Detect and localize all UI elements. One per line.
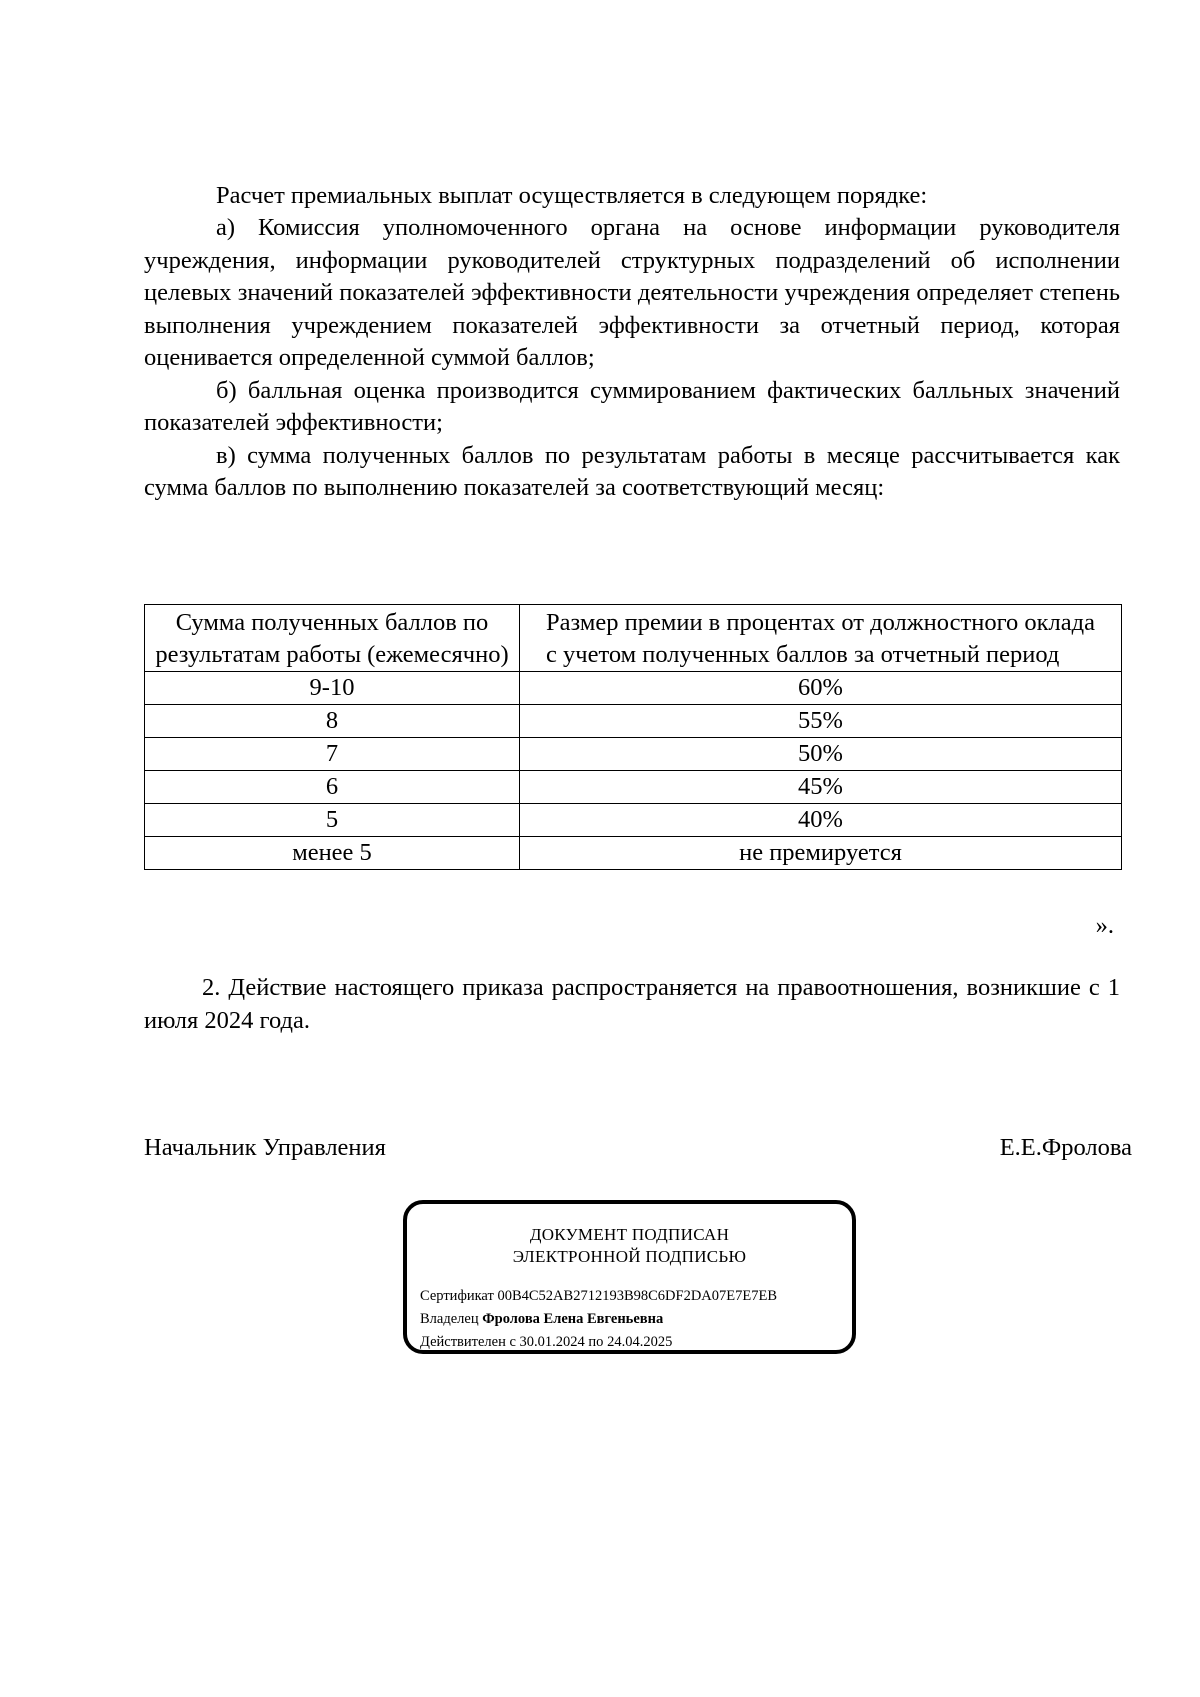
points-cell: 6 xyxy=(145,771,520,804)
bonus-cell: 45% xyxy=(520,771,1122,804)
table-row xyxy=(145,738,1122,771)
paragraph-v: в) сумма полученных баллов по результатам работы в месяце рассчитывается как сумма баллов по выполнению показателей за соответствующий месяц: xyxy=(144,441,1120,501)
table-row xyxy=(145,837,1122,870)
table-row xyxy=(145,705,1122,738)
stamp-certificate xyxy=(420,1288,777,1305)
header-bonus: Размер премии в процентах от должностного оклада с учетом полученных баллов за отчетный период xyxy=(520,605,1122,672)
cert-label: Сертификат xyxy=(420,1288,494,1304)
paragraph-b: б) балльная оценка производится суммированием фактических балльных значений показателей эффективности; xyxy=(144,376,1120,436)
stamp-title xyxy=(407,1224,852,1268)
procedure-list xyxy=(144,212,1120,505)
electronic-signature-stamp xyxy=(403,1200,856,1354)
stamp-title-line1: ДОКУМЕНТ ПОДПИСАН xyxy=(529,1225,730,1244)
points-cell: менее 5 xyxy=(145,837,520,870)
bonus-cell: 55% xyxy=(520,705,1122,738)
stamp-title-line2: ЭЛЕКТРОННОЙ ПОДПИСЬЮ xyxy=(512,1247,747,1266)
cert-value: 00B4C52AB2712193B98C6DF2DA07E7E7EB xyxy=(497,1288,778,1304)
table-row xyxy=(145,804,1122,837)
paragraph-a: а) Комиссия уполномоченного органа на основе информации руководителя учреждения, информации руководителей структурных подразделений об исполнении целевых значений показателей эффективности деятельности учреждения определяет степень выполнения учреждением показателей эффективности за отчетный период, которая оценивается определенной суммой баллов; xyxy=(144,214,1120,371)
valid-from-prefix: с xyxy=(509,1334,516,1350)
valid-label: Действителен xyxy=(420,1334,506,1350)
table-row xyxy=(145,672,1122,705)
bonus-table xyxy=(144,604,1122,870)
section-2-paragraph: 2. Действие настоящего приказа распространяется на правоотношения, возникшие с 1 июля 2024 года. xyxy=(144,974,1120,1034)
points-cell: 9-10 xyxy=(145,672,520,705)
table-header-row xyxy=(145,605,1122,672)
valid-from: 30.01.2024 xyxy=(519,1334,585,1350)
valid-to-prefix: по xyxy=(588,1334,604,1350)
points-cell: 5 xyxy=(145,804,520,837)
bonus-cell: 60% xyxy=(520,672,1122,705)
signer-name: Е.Е.Фролова xyxy=(999,1134,1132,1161)
points-cell: 8 xyxy=(145,705,520,738)
bonus-cell: 50% xyxy=(520,738,1122,771)
bonus-cell: не премируется xyxy=(520,837,1122,870)
stamp-validity xyxy=(420,1334,672,1351)
closing-quote: ». xyxy=(1095,912,1114,939)
bonus-cell: 40% xyxy=(520,804,1122,837)
owner-label: Владелец xyxy=(420,1311,479,1327)
intro-paragraph: Расчет премиальных выплат осуществляется в следующем порядке: xyxy=(216,182,928,209)
valid-to: 24.04.2025 xyxy=(607,1334,673,1350)
table-row xyxy=(145,771,1122,804)
stamp-owner xyxy=(420,1311,663,1328)
owner-value: Фролова Елена Евгеньевна xyxy=(482,1311,664,1327)
points-cell: 7 xyxy=(145,738,520,771)
header-points: Сумма полученных баллов по результатам работы (ежемесячно) xyxy=(145,605,520,672)
section-2 xyxy=(144,972,1120,1037)
signer-title: Начальник Управления xyxy=(144,1134,386,1161)
